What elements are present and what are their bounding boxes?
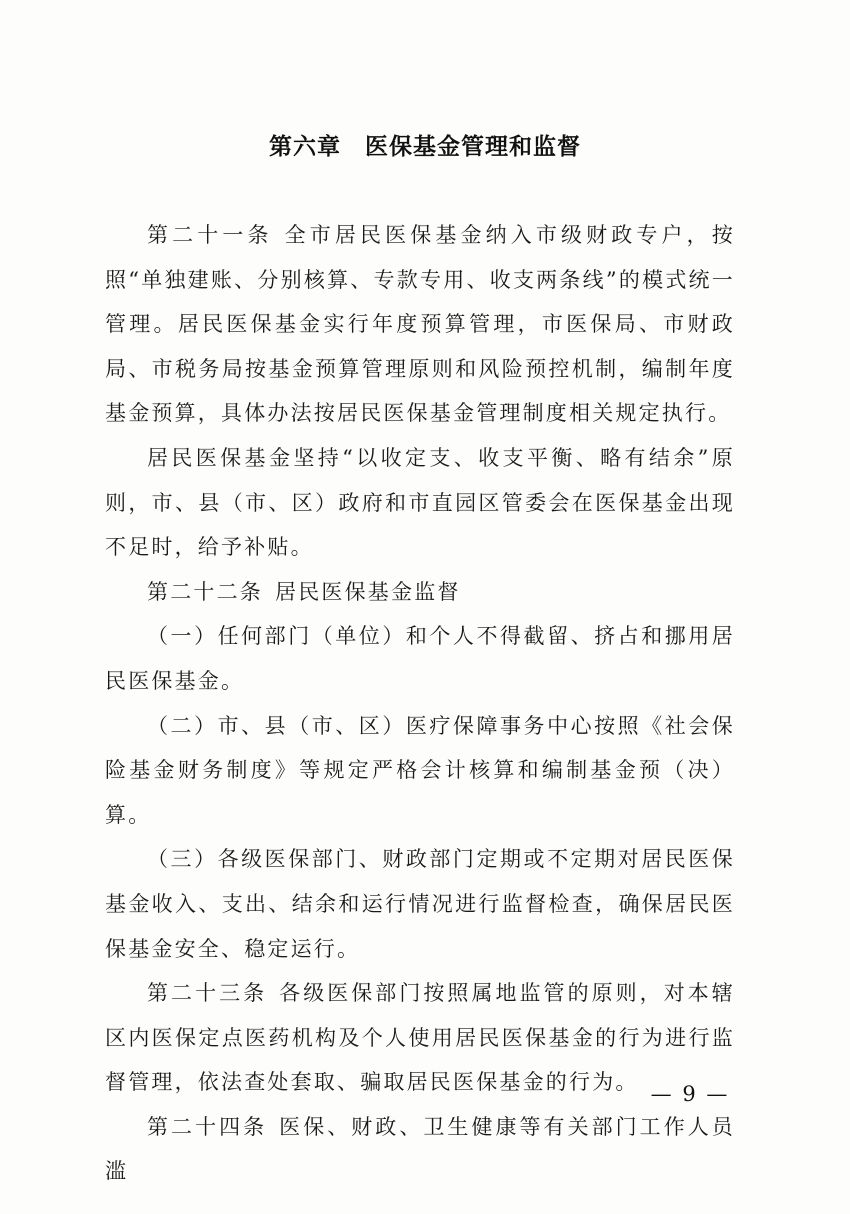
page-number: — 9 — <box>650 1082 730 1106</box>
paragraph-text: 居民医保基金监督 <box>275 579 461 604</box>
paragraph-item-1: （一）任何部门（单位）和个人不得截留、挤占和挪用居民医保基金。 <box>105 624 735 693</box>
paragraph-text: 各级医保部门按照属地监管的原则，对本辖区内医保定点医药机构及个人使用居民医保基金的行为进行监督管理，依法查处套取、骗取居民医保基金的行为。 <box>105 981 735 1095</box>
chapter-title: 第六章 医保基金管理和监督 <box>269 134 581 160</box>
paragraph-article-22 <box>105 570 735 615</box>
paragraph-item-2: （二）市、县（市、区）医疗保障事务中心按照《社会保险基金财务制度》等规定严格会计核算和编制基金预（决）算。 <box>105 713 735 827</box>
article-label: 第二十二条 <box>147 579 263 604</box>
paragraph-article-24 <box>105 1105 735 1194</box>
body-text <box>105 213 735 1194</box>
article-label: 第二十一条 <box>147 223 273 247</box>
paragraph-fund-principle: 居民医保基金坚持“以收定支、收支平衡、略有结余”原则，市、县（市、区）政府和市直园区管委会在医保基金出现不足时，给予补贴。 <box>105 445 735 560</box>
paragraph-item-3: （三）各级医保部门、财政部门定期或不定期对居民医保基金收入、支出、结余和运行情况进行监督检查，确保居民医保基金安全、稳定运行。 <box>105 847 735 961</box>
paragraph-article-21 <box>105 213 735 436</box>
paragraph-text: 全市居民医保基金纳入市级财政专户，按照“单独建账、分别核算、专款专用、收支两条线”的模式统一管理。居民医保基金实行年度预算管理，市医保局、市财政局、市税务局按基金预算管理原则和风险预控机制，编制年度基金预算，具体办法按居民医保基金管理制度相关规定执行。 <box>105 223 735 426</box>
article-label: 第二十四条 <box>147 1114 268 1139</box>
paragraph-text: 医保、财政、卫生健康等有关部门工作人员滥 <box>105 1114 735 1184</box>
article-label: 第二十三条 <box>147 981 268 1006</box>
